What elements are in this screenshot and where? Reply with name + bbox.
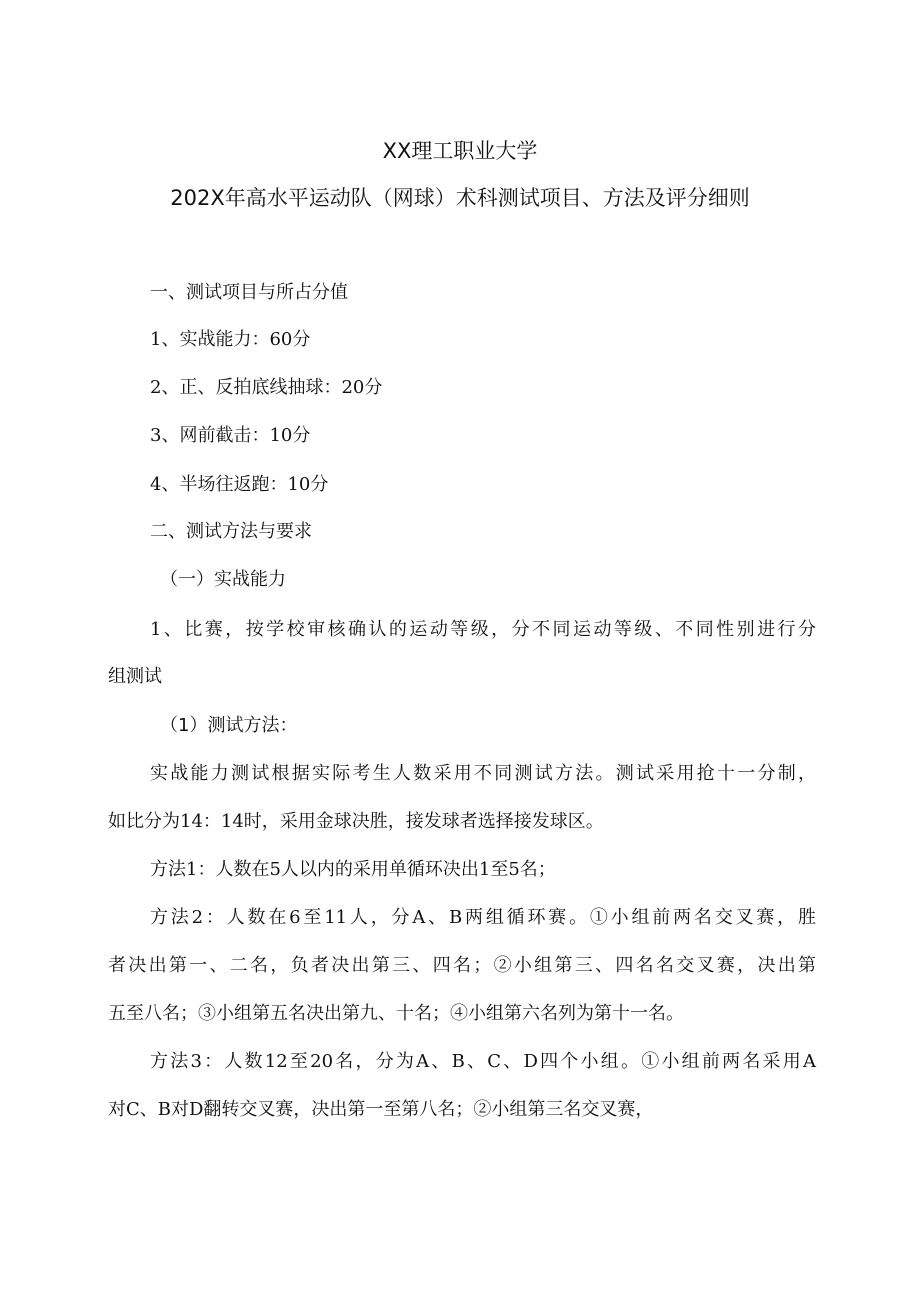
paragraph-method2-line1: 方法2：人数在6至11人，分A、B两组循环赛。①小组前两名交叉赛，胜 [150,907,816,928]
document-title-school: XX理工职业大学 [382,139,538,163]
paragraph-method1: 方法1：人数在5人以内的采用单循环决出1至5名； [150,859,556,880]
section-heading-methods: 二、测试方法与要求 [150,521,312,542]
paragraph-intro-line1: 实战能力测试根据实际考生人数采用不同测试方法。测试采用抢十一分制， [150,763,816,784]
subheading-actual-combat: （一）实战能力 [160,569,286,590]
list-item-half-court-shuttle: 4、半场往返跑：10分 [150,474,329,495]
list-item-baseline-strokes: 2、正、反拍底线抽球：20分 [150,377,383,398]
paragraph-method2-line3: 五至八名；③小组第五名决出第九、十名；④小组第六名列为第十一名。 [108,1003,684,1024]
paragraph-match-line2: 组测试 [108,666,162,687]
paragraph-match-line1: 1、比赛，按学校审核确认的运动等级，分不同运动等级、不同性别进行分 [150,619,816,640]
section-heading-test-items: 一、测试项目与所占分值 [150,282,348,303]
subheading-test-method: （1）测试方法： [160,715,298,736]
list-item-net-volley: 3、网前截击：10分 [150,425,311,446]
document-title-main: 202X年高水平运动队（网球）术科测试项目、方法及评分细则 [170,186,750,210]
paragraph-intro-line2: 如比分为14：14时，采用金球决胜，接发球者选择接发球区。 [108,811,604,832]
paragraph-method3-line1: 方法3：人数12至20名，分为A、B、C、D四个小组。①小组前两名采用A [150,1051,816,1072]
paragraph-method2-line2: 者决出第一、二名，负者决出第三、四名；②小组第三、四名名交叉赛，决出第 [108,955,816,976]
list-item-actual-combat: 1、实战能力：60分 [150,329,311,350]
paragraph-method3-line2: 对C、B对D翻转交叉赛，决出第一至第八名；②小组第三名交叉赛， [108,1099,654,1120]
